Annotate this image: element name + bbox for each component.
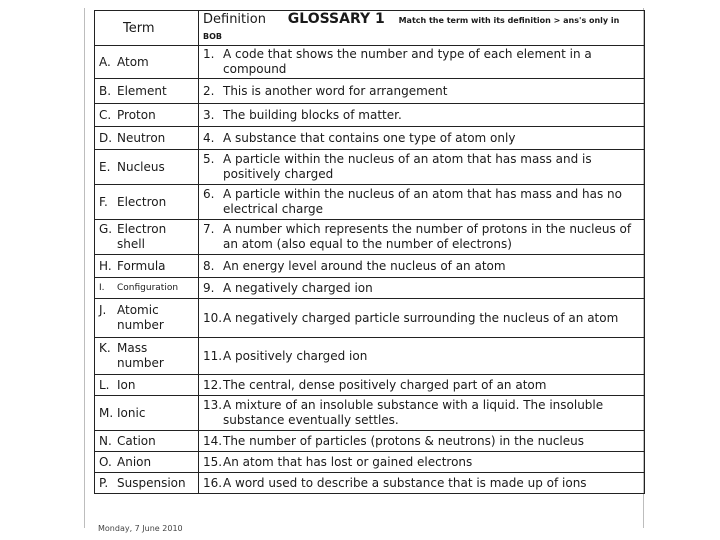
table-row — [95, 127, 645, 150]
term-letter: H. — [99, 258, 112, 273]
table-row — [95, 278, 645, 299]
definition-number: 13. — [203, 398, 223, 412]
term-name: Neutron — [117, 130, 166, 145]
table-row — [95, 375, 645, 396]
table-row — [95, 220, 645, 255]
table-row — [95, 299, 645, 338]
term-cell — [95, 452, 199, 473]
term-letter: N. — [99, 433, 112, 448]
term-letter: P. — [99, 475, 109, 490]
term-name: Proton — [117, 107, 156, 122]
definition-number: 2. — [203, 83, 215, 98]
term-name: Ionic — [117, 405, 146, 420]
definition-number: 5. — [203, 152, 215, 166]
term-name: Mass number — [117, 341, 164, 370]
definition-label: Definition — [203, 12, 266, 27]
definition-cell — [199, 396, 645, 431]
term-name: Suspension — [117, 475, 186, 490]
definition-cell — [199, 452, 645, 473]
definition-text: A mixture of an insoluble substance with a liquid. The insoluble substance eventually settles. — [223, 398, 604, 427]
table-row — [95, 79, 645, 104]
table-row — [95, 431, 645, 452]
definition-text: A code that shows the number and type of each element in a compound — [223, 47, 592, 76]
term-letter: J. — [99, 303, 107, 317]
definition-cell — [199, 431, 645, 452]
definition-text: A particle within the nucleus of an atom that has mass and has no electrical charge — [223, 187, 623, 216]
header-row — [95, 11, 645, 46]
definition-cell — [199, 473, 645, 494]
term-name: Atom — [117, 54, 149, 69]
definition-number: 14. — [203, 433, 223, 448]
definition-text: The number of particles (protons & neutrons) in the nucleus — [223, 433, 584, 448]
term-name: Element — [117, 83, 167, 98]
definition-cell — [199, 255, 645, 278]
table-row — [95, 473, 645, 494]
term-letter: A. — [99, 54, 111, 69]
term-cell — [95, 473, 199, 494]
definition-text: A substance that contains one type of atom only — [223, 130, 516, 145]
term-cell — [95, 299, 199, 338]
definition-cell — [199, 46, 645, 79]
term-name: Formula — [117, 258, 166, 273]
definition-cell — [199, 278, 645, 299]
term-name: Nucleus — [117, 159, 165, 174]
definition-text: An energy level around the nucleus of an atom — [223, 258, 506, 273]
definition-text: A word used to describe a substance that is made up of ions — [223, 475, 587, 490]
term-cell — [95, 278, 199, 299]
definition-number: 10. — [203, 310, 223, 325]
term-name: Anion — [117, 454, 152, 469]
term-cell — [95, 338, 199, 375]
table-row — [95, 396, 645, 431]
definition-text: The central, dense positively charged part of an atom — [223, 377, 547, 392]
definition-cell — [199, 220, 645, 255]
definition-cell — [199, 104, 645, 127]
definition-column-header — [199, 11, 645, 46]
definition-number: 16. — [203, 475, 223, 490]
definition-text: A negatively charged ion — [223, 280, 373, 295]
definition-number: 7. — [203, 222, 215, 236]
definition-number: 3. — [203, 107, 215, 122]
term-cell — [95, 220, 199, 255]
term-cell — [95, 185, 199, 220]
definition-number: 15. — [203, 454, 223, 469]
table-row — [95, 255, 645, 278]
definition-text: A negatively charged particle surrounding the nucleus of an atom — [223, 310, 619, 325]
table-row — [95, 452, 645, 473]
term-name: Electron — [117, 194, 167, 209]
table-row — [95, 150, 645, 185]
term-cell — [95, 46, 199, 79]
definition-text: An atom that has lost or gained electrons — [223, 454, 473, 469]
definition-cell — [199, 79, 645, 104]
term-letter: K. — [99, 341, 111, 355]
term-name: Configuration — [117, 282, 179, 293]
definition-number: 4. — [203, 130, 215, 145]
table-row — [95, 185, 645, 220]
definition-text: This is another word for arrangement — [223, 83, 448, 98]
table-row — [95, 46, 645, 79]
term-name: Atomic number — [117, 303, 164, 332]
instruction-text: Match the term with its definition > ans's only in BOB — [203, 16, 620, 41]
term-name: Ion — [117, 377, 136, 392]
definition-cell — [199, 338, 645, 375]
definition-number: 8. — [203, 258, 215, 273]
definition-cell — [199, 150, 645, 185]
term-cell — [95, 375, 199, 396]
definition-number: 6. — [203, 187, 215, 201]
definition-text: The building blocks of matter. — [223, 107, 402, 122]
term-letter: F. — [99, 194, 108, 209]
term-cell — [95, 79, 199, 104]
term-cell — [95, 396, 199, 431]
definition-cell — [199, 299, 645, 338]
term-cell — [95, 104, 199, 127]
term-letter: G. — [99, 222, 113, 236]
definition-number: 1. — [203, 47, 215, 61]
definition-cell — [199, 127, 645, 150]
term-cell — [95, 127, 199, 150]
term-letter: C. — [99, 107, 112, 122]
definition-number: 12. — [203, 377, 223, 392]
definition-number: 9. — [203, 280, 215, 295]
term-letter: E. — [99, 159, 111, 174]
term-letter: I. — [99, 282, 105, 293]
glossary-title: GLOSSARY 1 — [287, 11, 385, 27]
term-letter: B. — [99, 83, 112, 98]
definition-cell — [199, 185, 645, 220]
table-row — [95, 338, 645, 375]
table-row — [95, 104, 645, 127]
footer-date: Monday, 7 June 2010 — [98, 524, 183, 533]
term-letter: M. — [99, 405, 114, 420]
definition-text: A positively charged ion — [223, 348, 368, 363]
term-letter: O. — [99, 454, 112, 469]
definition-text: A number which represents the number of protons in the nucleus of an atom (also equal to the number of electrons) — [223, 222, 632, 251]
definition-text: A particle within the nucleus of an atom that has mass and is positively charged — [223, 152, 592, 181]
term-cell — [95, 255, 199, 278]
term-cell — [95, 150, 199, 185]
term-letter: L. — [99, 377, 110, 392]
page-border-left — [84, 8, 85, 528]
term-name: Cation — [117, 433, 156, 448]
definition-cell — [199, 375, 645, 396]
term-letter: D. — [99, 130, 113, 145]
term-cell — [95, 431, 199, 452]
term-column-header: Term — [95, 11, 199, 46]
glossary-table — [94, 10, 645, 494]
definition-number: 11. — [203, 348, 223, 363]
term-name: Electron shell — [117, 222, 167, 251]
